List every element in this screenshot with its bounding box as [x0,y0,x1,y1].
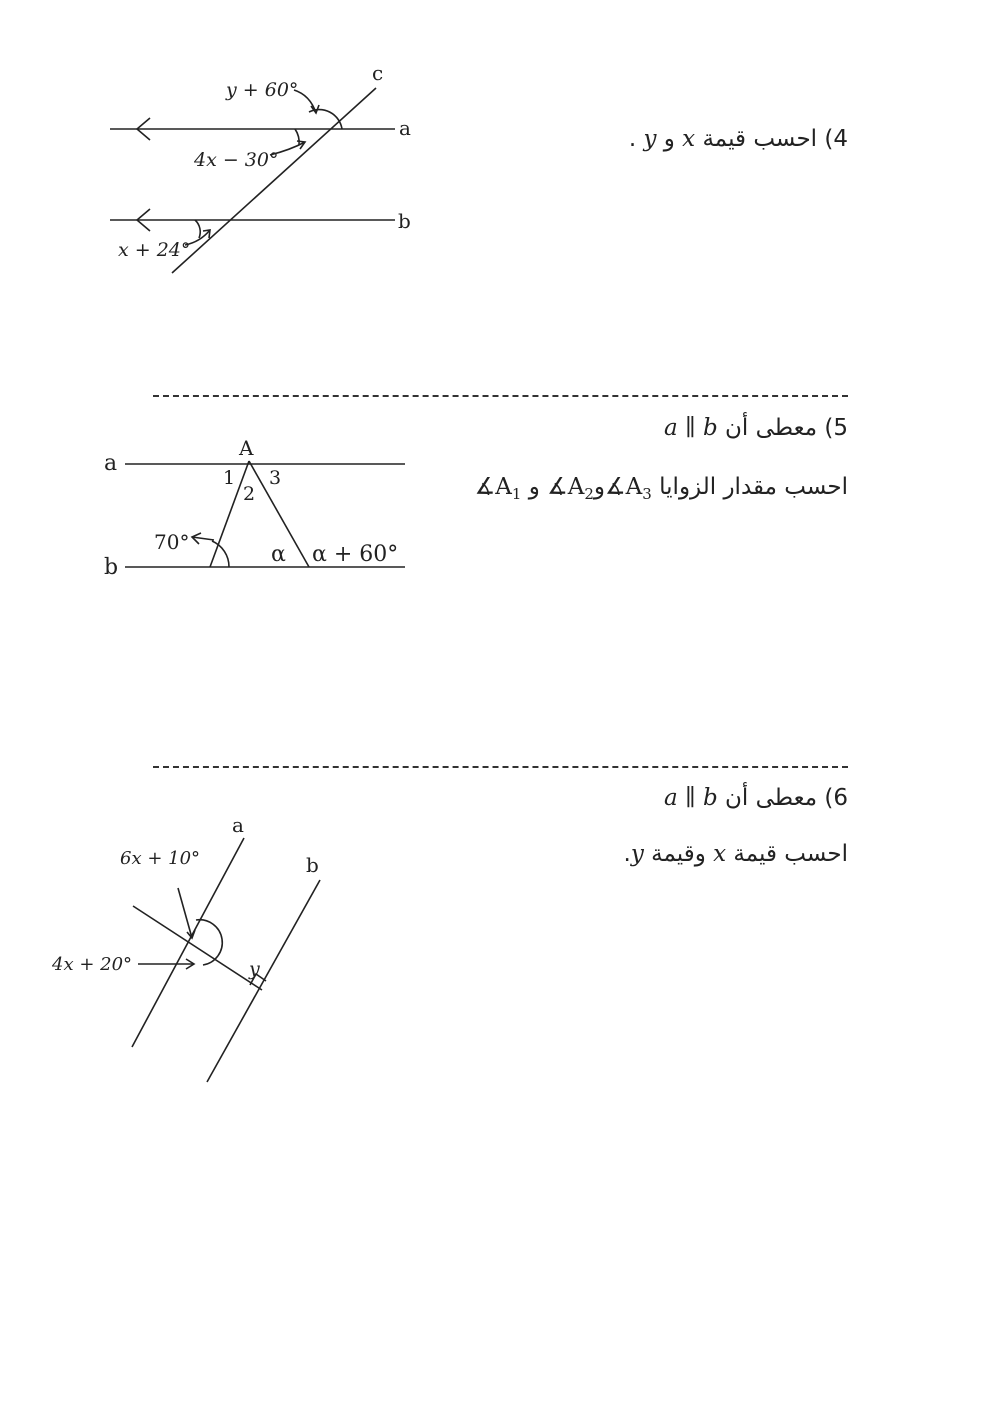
q5-given: 5) معطى أن a ∥ b [664,415,848,441]
q5-label-b: b [104,555,119,580]
q5-label-70: 70° [154,530,190,554]
arc-angles [196,920,222,965]
q6-label-6x10: 6x + 10° [120,848,201,869]
q5-label-alpha: α [271,542,286,567]
q4-label-4x30: 4x − 30° [194,149,279,171]
q4-label-a: a [399,116,411,140]
q4-label-y60: y + 60° [226,79,299,101]
q5-label-1: 1 [223,467,236,489]
q6-prompt: احسب قيمة x وقيمة y. [623,841,848,867]
q5-label-vertex: A [239,436,254,460]
q6-label-b: b [306,853,319,877]
transversal [133,906,262,990]
q5-label-3: 3 [269,467,282,489]
q6-label-y: y [249,958,260,980]
q5-label-alpha60: α + 60° [312,542,399,567]
q4-prompt: 4) احسب قيمة x و y . [628,126,848,152]
q6-given: 6) معطى أن a ∥ b [664,785,848,811]
q4-label-b: b [398,209,411,233]
q6-label-a: a [232,813,244,837]
q4-label-c: c [372,61,384,85]
q6-label-4x20: 4x + 20° [52,954,133,975]
q5-prompt: احسب مقدار الزوايا $∡A_3و∡A_2$ و $∡A_1$ [474,474,848,503]
line-b [207,880,320,1082]
pointer-line [178,888,192,938]
q5-label-2: 2 [243,483,256,505]
q5-label-a: a [104,451,118,476]
q4-label-x24: x + 24° [118,239,191,261]
